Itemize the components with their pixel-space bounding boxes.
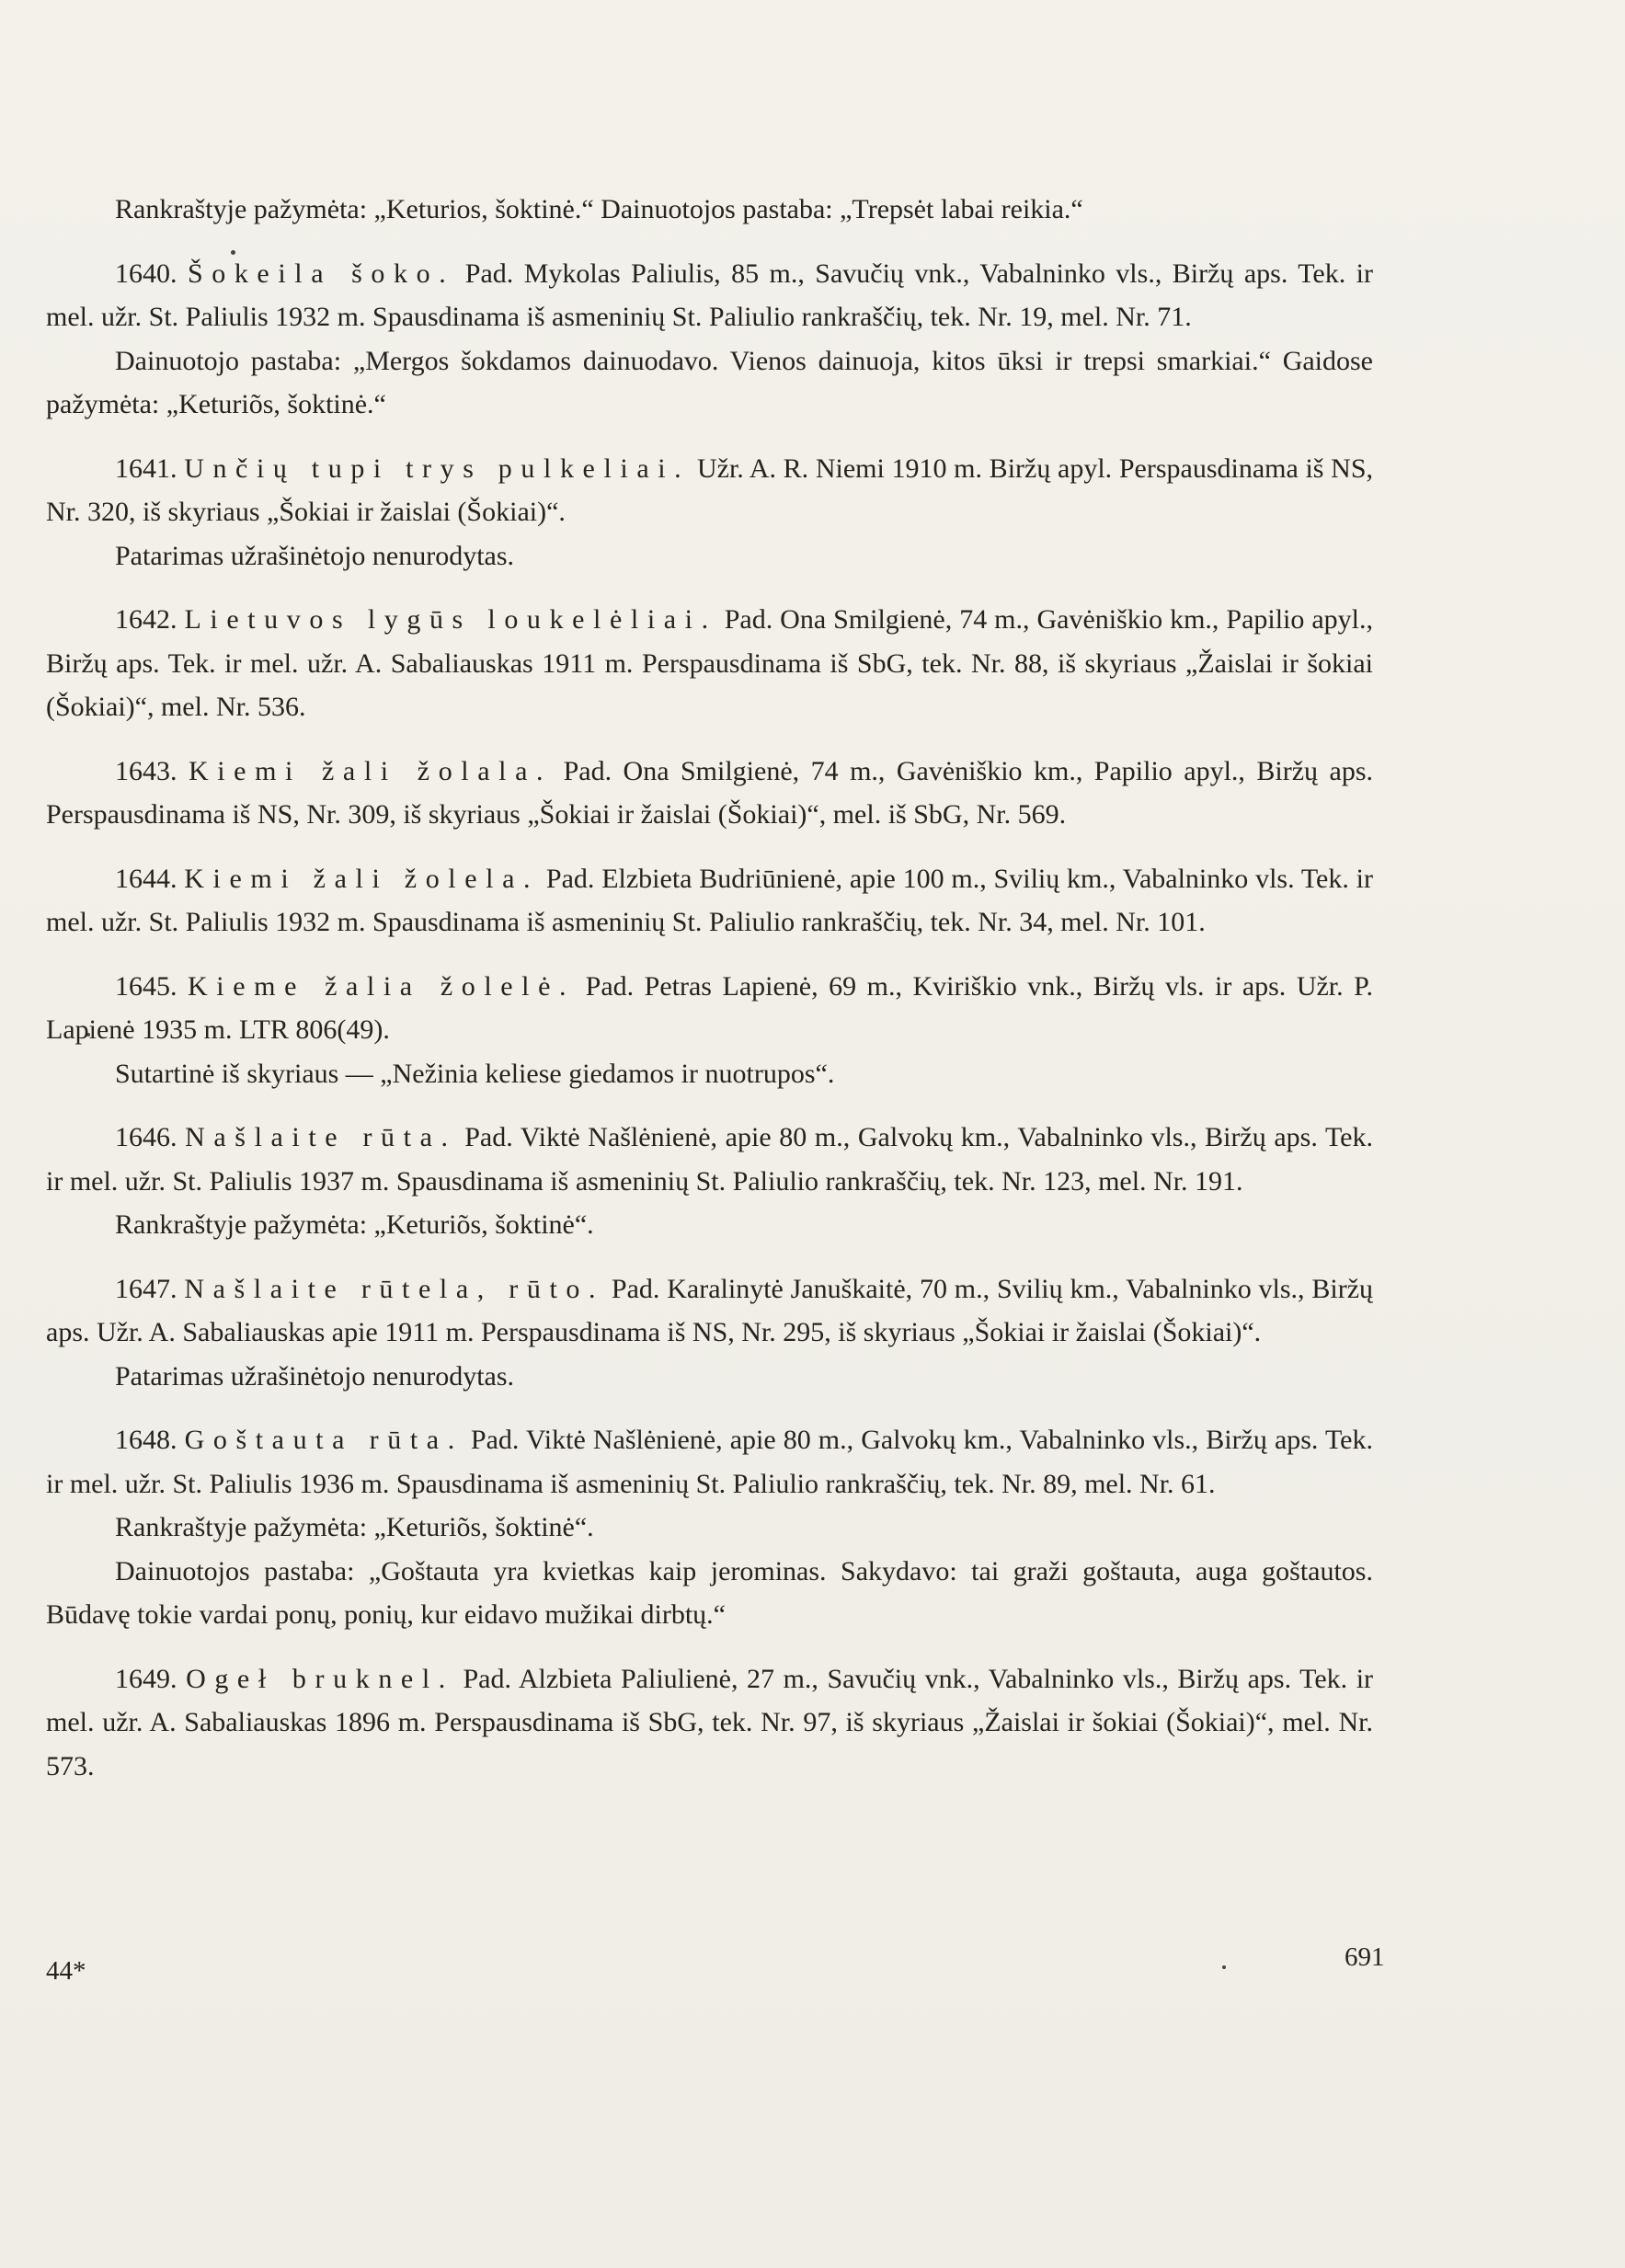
entry-note xyxy=(46,1203,1373,1247)
entry-note xyxy=(46,339,1373,427)
entry-note xyxy=(46,1550,1373,1637)
entry-1646 xyxy=(46,1116,1373,1203)
note-text: Sutartinė iš skyriaus — „Nežinia keliese giedamos ir nuotrupos“. xyxy=(115,1058,835,1089)
entry-number: 1647. xyxy=(115,1273,177,1304)
note-text: Dainuotojos pastaba: „Goštauta yra kvietkas kaip jerominas. Sakydavo: tai graži goštauta, auga goštautos. Būdavę tokie vardai ponų, ponių, kur eidavo mužikai dirbtų.“ xyxy=(46,1555,1373,1630)
entry-number: 1648. xyxy=(115,1425,177,1455)
song-title: Našlaite rūtela, rūto. xyxy=(184,1273,605,1304)
entry-1649 xyxy=(46,1657,1373,1789)
note-text: Dainuotojo pastaba: „Mergos šokdamos dainuodavo. Vienos dainuoja, kitos ūksi ir trepsi smarkiai.“ Gaidose pažymėta: „Keturiõs, šoktinė.“ xyxy=(46,345,1373,419)
entry-text: Pad. Viktė Našlėnienė, apie 80 m., Galvokų km., Vabalninko vls., Biržų aps. Tek. ir mel. užr. St. Paliulis 1937 m. Spausdinama iš asmeninių St. Paliulio rankraščių, tek. Nr. 123, mel. Nr. 191. xyxy=(46,1122,1373,1197)
song-title: Unčių tupi trys pulkeliai. xyxy=(184,452,691,484)
entry-note xyxy=(46,1355,1373,1399)
entry-1647 xyxy=(46,1267,1373,1355)
print-speck xyxy=(1222,1965,1226,1969)
note-text: Rankraštyje pažymėta: „Keturiõs, šoktinė“. xyxy=(115,1209,594,1240)
entry-note xyxy=(46,1052,1373,1096)
song-title: Kieme žalia žolelė. xyxy=(188,970,576,1002)
entry-number: 1642. xyxy=(115,604,177,635)
entry-text: Pad. Karalinytė Januškaitė, 70 m., Svilių km., Vabalninko vls., Biržų aps. Užr. A. Sabaliauskas apie 1911 m. Perspausdinama iš NS, Nr. 295, iš skyriaus „Šokiai ir žaislai (Šokiai)“. xyxy=(46,1273,1374,1347)
entry-1642 xyxy=(46,598,1373,729)
entry-1645 xyxy=(46,965,1373,1052)
entry-1648 xyxy=(46,1418,1373,1506)
entry-text: Pad. Alzbieta Paliulienė, 27 m., Savučių vnk., Vabalninko vls., Biržų aps. Tek. ir mel. užr. A. Sabaliauskas 1896 m. Perspausdinama iš SbG, tek. Nr. 97, iš skyriaus „Žaislai ir šokiai (Šokiai)“, mel. Nr. 573. xyxy=(46,1663,1374,1781)
entry-note xyxy=(46,1506,1373,1550)
song-title: Ogeł bruknel. xyxy=(186,1663,454,1694)
song-title: Našlaite rūta. xyxy=(185,1122,457,1152)
entry-1641 xyxy=(46,447,1373,534)
intro-text: Rankraštyje pažymėta: „Keturios, šoktinė.“ Dainuotojos pastaba: „Trepsėt labai reikia.“ xyxy=(115,194,1083,224)
intro-paragraph xyxy=(46,188,1373,232)
song-title: Šokeila šoko. xyxy=(187,258,455,289)
entry-text: Užr. A. R. Niemi 1910 m. Biržų apyl. Perspausdinama iš NS, Nr. 320, iš skyriaus „Šokiai ir žaislai (Šokiai)“. xyxy=(46,452,1374,527)
entry-note xyxy=(46,534,1373,578)
entry-number: 1646. xyxy=(115,1122,177,1152)
entry-text: Pad. Mykolas Paliulis, 85 m., Savučių vnk., Vabalninko vls., Biržų aps. Tek. ir mel. užr. St. Paliulis 1932 m. Spausdinama iš asmeninių St. Paliulio rankraščių, tek. Nr. 19, mel. Nr. 71. xyxy=(46,258,1374,332)
note-text: Patarimas užrašinėtojo nenurodytas. xyxy=(115,540,515,571)
entry-number: 1643. xyxy=(115,755,177,786)
entry-text: Pad. Petras Lapienė, 69 m., Kviriškio vnk., Biržų vls. ir aps. Užr. P. Lapienė 1935 m. LTR 806(49). xyxy=(46,970,1374,1045)
printer-signature: 44* xyxy=(46,1956,86,1986)
entry-number: 1649. xyxy=(115,1663,177,1694)
song-title: Lietuvos lygūs loukelėliai. xyxy=(184,604,717,635)
song-title: Goštauta rūta. xyxy=(184,1425,463,1455)
page-number: 691 xyxy=(1345,1942,1385,1972)
entry-number: 1644. xyxy=(115,863,177,894)
entry-number: 1640. xyxy=(115,258,177,289)
entry-1644 xyxy=(46,857,1373,945)
entry-text: Pad. Elzbieta Budriūnienė, apie 100 m., Svilių km., Vabalninko vls. Tek. ir mel. užr. St. Paliulis 1932 m. Spausdinama iš asmeninių St. Paliulio rankraščių, tek. Nr. 34, mel. Nr. 101. xyxy=(46,863,1373,937)
body-text xyxy=(46,188,1373,1808)
entry-number: 1641. xyxy=(115,452,177,484)
entry-1643 xyxy=(46,750,1373,837)
entry-text: Pad. Ona Smilgienė, 74 m., Gavėniškio km., Papilio apyl., Biržų aps. Perspausdinama iš NS, Nr. 309, iš skyriaus „Šokiai ir žaislai (Šokiai)“, mel. iš SbG, Nr. 569. xyxy=(46,755,1373,830)
entry-text: Pad. Viktė Našlėnienė, apie 80 m., Galvokų km., Vabalninko vls., Biržų aps. Tek. ir mel. užr. St. Paliulis 1936 m. Spausdinama iš asmeninių St. Paliulio rankraščių, tek. Nr. 89, mel. Nr. 61. xyxy=(46,1425,1374,1499)
entry-number: 1645. xyxy=(115,970,177,1002)
song-title: Kiemi žali žolala. xyxy=(188,755,553,786)
note-text: Patarimas užrašinėtojo nenurodytas. xyxy=(115,1360,515,1392)
note-text: Rankraštyje pažymėta: „Keturiõs, šoktinė“. xyxy=(115,1512,594,1542)
entry-text: Pad. Ona Smilgienė, 74 m., Gavėniškio km., Papilio apyl., Biržų aps. Tek. ir mel. užr. A. Sabaliauskas 1911 m. Perspausdinama iš SbG, tek. Nr. 88, iš skyriaus „Žaislai ir šokiai (Šokiai)“, mel. Nr. 536. xyxy=(46,604,1373,722)
entry-1640 xyxy=(46,252,1373,339)
song-title: Kiemi žali žolela. xyxy=(184,863,540,894)
